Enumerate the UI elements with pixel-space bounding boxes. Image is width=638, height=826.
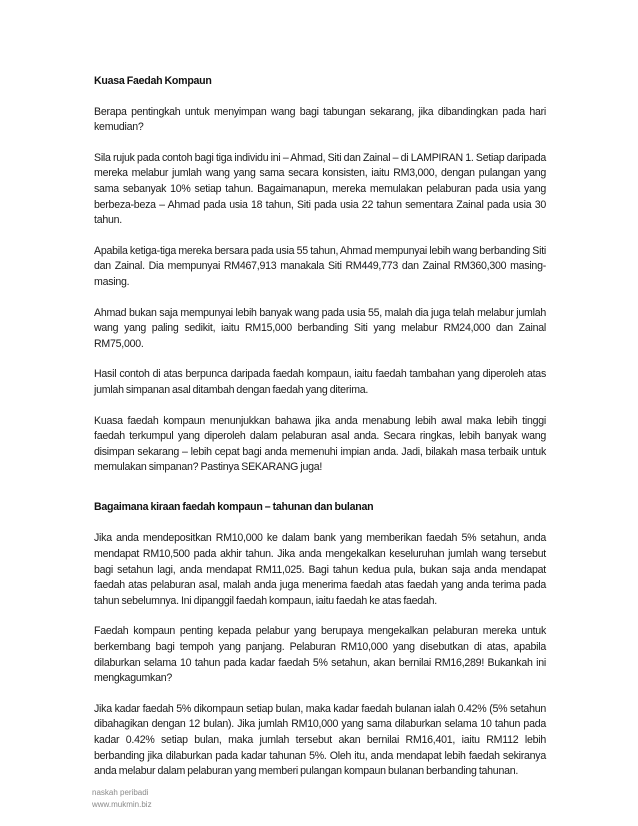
document-body xyxy=(94,74,546,780)
paragraph: Apabila ketiga-tiga mereka bersara pada usia 55 tahun, Ahmad mempunyai lebih wang berbanding Siti dan Zainal. Dia mempunyai RM467,913 manakala Siti RM449,773 dan Zainal RM360,300 masing-masing. xyxy=(94,244,546,288)
page-footer xyxy=(92,787,152,810)
paragraph: Jika anda mendepositkan RM10,000 ke dalam bank yang memberikan faedah 5% setahun, anda mendapat RM10,500 pada akhir tahun. Jika anda mengekalkan keseluruhan jumlah wang tersebut bagi setahun lagi, anda mendapat RM11,025. Bagi tahun kedua pula, bukan saja anda mendapat faedah atas pelaburan asal, malah anda juga menerima faedah atas faedah yang anda terima pada tahun sebelumnya. Ini dipanggil faedah kompaun, iaitu faedah ke atas faedah. xyxy=(94,532,546,607)
paragraph: Jika kadar faedah 5% dikompaun setiap bulan, maka kadar faedah bulanan ialah 0.42% (5% setahun dibahagikan dengan 12 bulan). Jika jumlah RM10,000 yang sama dilaburkan selama 10 tahun pada kadar 0.42% setiap bulan, maka jumlah tersebut akan bernilai RM16,401, iaitu RM112 lebih berbanding jika dilaburkan pada kadar tahunan 5%. Oleh itu, anda mendapat lebih faedah sekiranya anda melabur dalam pelaburan yang memberi pulangan kompaun bulanan berbanding tahunan. xyxy=(94,702,546,778)
section-heading-kiraan-faedah: Bagaimana kiraan faedah kompaun – tahunan dan bulanan xyxy=(94,500,374,513)
paragraph: Kuasa faedah kompaun menunjukkan bahawa jika anda menabung lebih awal maka lebih tinggi faedah terkumpul yang diperoleh dalam pelaburan asal anda. Secara ringkas, lebih banyak wang disimpan sekarang – lebih cepat bagi anda memenuhi impian anda. Jadi, bilakah masa terbaik untuk memulakan simpanan? Pastinya SEKARANG juga! xyxy=(94,414,546,474)
paragraph: Berapa pentingkah untuk menyimpan wang bagi tabungan sekarang, jika dibandingkan pada hari kemudian? xyxy=(94,105,546,134)
paragraph: Hasil contoh di atas berpunca daripada faedah kompaun, iaitu faedah tambahan yang diperoleh atas jumlah simpanan asal ditambah dengan faedah yang diterima. xyxy=(94,368,546,396)
footer-website: www.mukmin.biz xyxy=(92,799,152,809)
paragraph: Sila rujuk pada contoh bagi tiga individu ini – Ahmad, Siti dan Zainal – di LAMPIRAN 1. Setiap daripada mereka melabur jumlah wang yang sama secara konsisten, iaitu RM3,000, dengan pulangan yang sama sebanyak 10% setiap tahun. Bagaimanapun, mereka memulakan pelaburan pada usia yang berbeza-beza – Ahmad pada usia 18 tahun, Siti pada usia 22 tahun sementara Zainal pada usia 30 tahun. xyxy=(94,151,546,227)
paragraph: Faedah kompaun penting kepada pelabur yang berupaya mengekalkan pelaburan mereka untuk berkembang bagi tempoh yang panjang. Pelaburan RM10,000 yang disebutkan di atas, apabila dilaburkan selama 10 tahun pada kadar faedah 5% setahun, akan bernilai RM16,289! Bukankah ini mengkagumkan? xyxy=(94,625,546,685)
paragraph: Ahmad bukan saja mempunyai lebih banyak wang pada usia 55, malah dia juga telah melabur jumlah wang yang paling sedikit, iaitu RM15,000 berbanding Siti yang melabur RM24,000 dan Zainal RM75,000. xyxy=(94,306,546,350)
section-heading-kuasa-faedah-kompaun: Kuasa Faedah Kompaun xyxy=(94,75,212,87)
footer-label: naskah peribadi xyxy=(92,788,149,797)
